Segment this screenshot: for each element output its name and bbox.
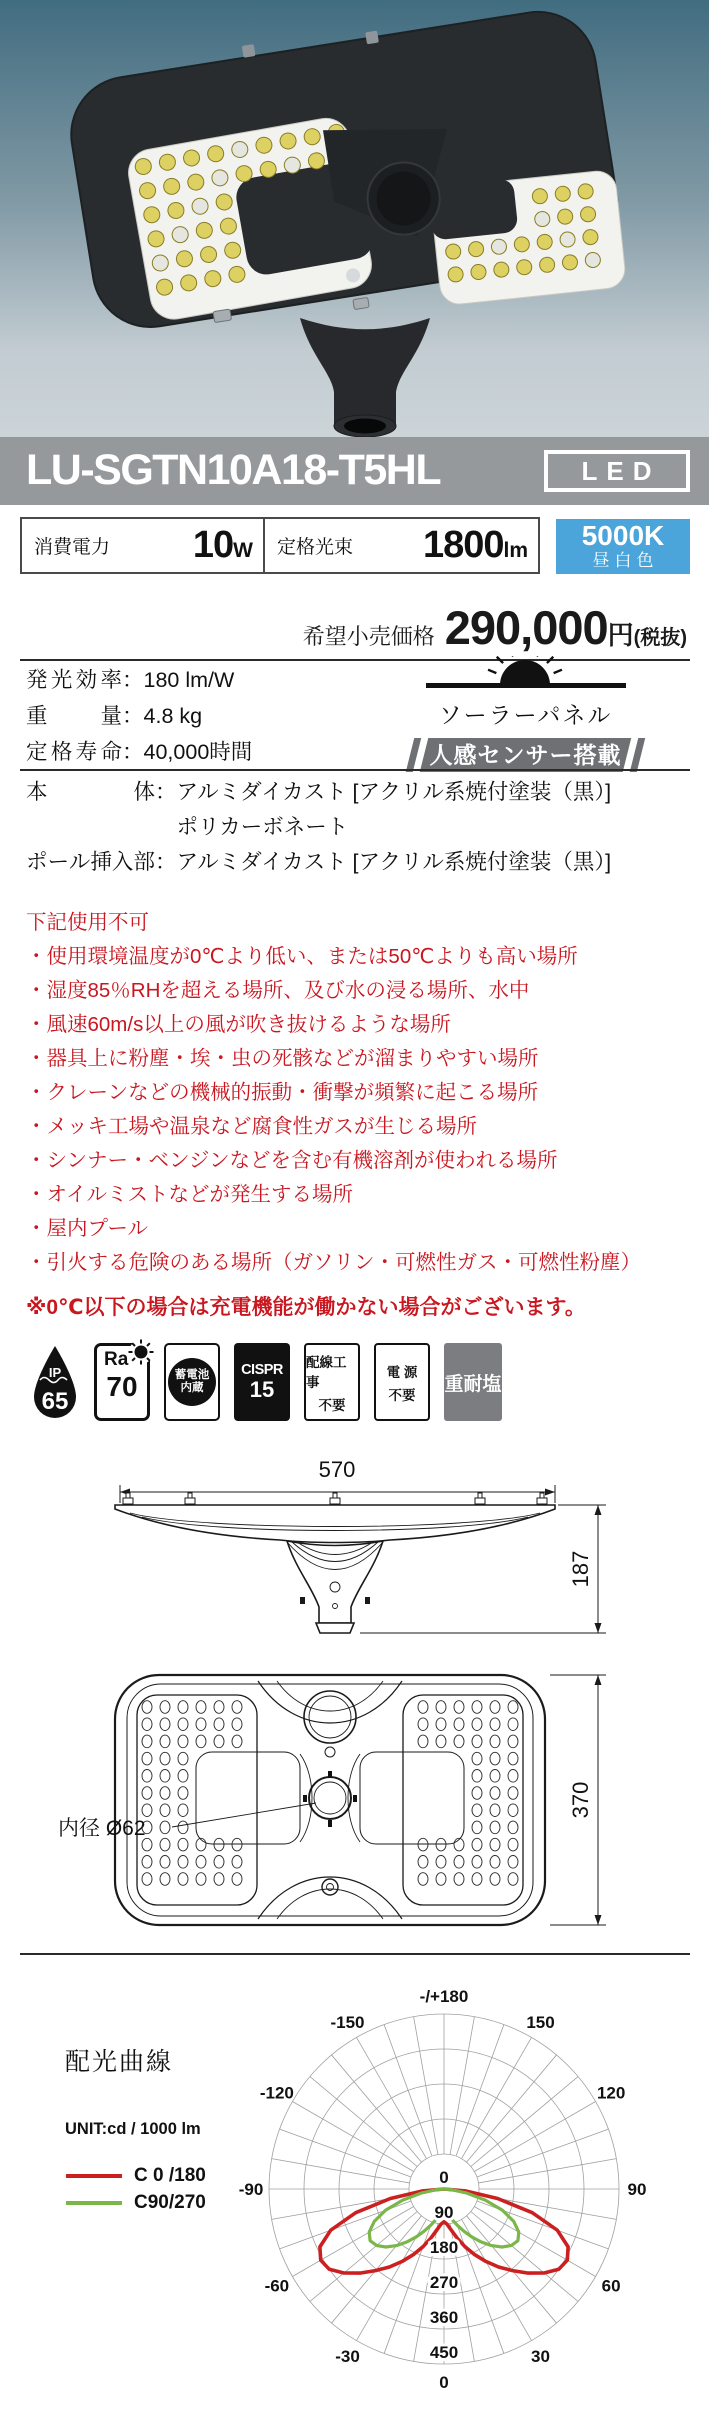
price-yen: 円	[607, 620, 634, 650]
warning-item: ・屋内プール	[26, 1217, 148, 1240]
dim-height: 187	[568, 1550, 593, 1588]
bolt	[242, 44, 256, 58]
detail-value: 180 lm/W	[143, 668, 235, 692]
detail-label: 重量	[26, 704, 122, 728]
detail-row: 発光効率：180 lm/W	[26, 662, 252, 698]
materials-list	[26, 775, 611, 880]
power-cell	[22, 519, 265, 572]
warning-item: ・使用環境温度が0℃より低い、または50℃よりも高い場所	[26, 945, 578, 968]
material-row: ポール挿入部：アルミダイカスト [アクリル系焼付塗装（黒）]	[26, 845, 611, 880]
battery-builtin-icon: 蓄電池 内蔵	[164, 1343, 220, 1421]
pir-sensor-label: 人感センサー搭載	[429, 742, 622, 768]
divider	[20, 769, 690, 771]
flux-unit: lm	[503, 539, 528, 562]
price-label: 希望小売価格	[302, 624, 435, 649]
angle-label: 30	[531, 2347, 550, 2367]
detail-row: 定格寿命：40,000時間	[26, 734, 252, 770]
warning-item: ・風速60m/s以上の風が吹き抜けるような場所	[26, 1013, 451, 1036]
certification-badges	[30, 1343, 502, 1423]
bolt	[365, 31, 379, 45]
price-row	[303, 600, 687, 655]
price-value: 290,000	[444, 601, 608, 654]
warning-item: ・引火する危険のある場所（ガソリン・可燃性ガス・可燃性粉塵）	[26, 1251, 641, 1274]
solar-panel-icon	[408, 656, 643, 690]
angle-label: 60	[601, 2276, 621, 2296]
charge-warning-note: ※0℃以下の場合は充電機能が働かない場合がございます。	[26, 1296, 586, 1319]
bolt	[353, 297, 369, 309]
radial-tick-label: 450	[429, 2343, 459, 2362]
material-value: アルミダイカスト [アクリル系焼付塗装（黒）]	[176, 850, 612, 874]
warning-item: ・湿度85％RHを超える場所、及び水の浸る場所、水中	[26, 979, 530, 1002]
detail-value: 4.8 kg	[143, 704, 203, 728]
material-value: アルミダイカスト [アクリル系焼付塗装（黒）]	[176, 780, 612, 804]
detail-row: 重量：4.8 kg	[26, 698, 252, 734]
detail-label: 発光効率	[26, 668, 122, 692]
plan-view-drawing	[0, 1655, 709, 1940]
warning-item: ・器具上に粉塵・埃・虫の死骸などが溜まりやすい場所	[26, 1047, 539, 1070]
photometry-unit: UNIT:cd / 1000 lm	[65, 2120, 201, 2138]
angle-label: -150	[330, 2012, 365, 2032]
ip65-icon	[30, 1343, 80, 1421]
product-photo	[0, 0, 709, 437]
svg-text:65: 65	[41, 1388, 69, 1415]
angle-label: 0	[439, 2373, 449, 2392]
color-temp-name: 昼白色	[592, 551, 659, 570]
warning-item: ・オイルミストなどが発生する場所	[26, 1183, 353, 1206]
warning-item: ・メッキ工場や温泉など腐食性ガスが生じる場所	[26, 1115, 477, 1138]
pir-sensor-badge	[408, 738, 643, 772]
flux-label: 定格光束	[277, 537, 354, 558]
power-label: 消費電力	[34, 537, 111, 558]
color-temp-kelvin: 5000K	[581, 520, 665, 551]
sun-icon	[127, 1338, 155, 1366]
flux-cell	[265, 519, 538, 572]
dim-inner-diameter: 内径 Ø62	[58, 1817, 146, 1840]
angle-label: 120	[596, 2083, 626, 2103]
material-row: 本体：アルミダイカスト [アクリル系焼付塗装（黒）]	[26, 775, 611, 810]
angle-label: -/+180	[419, 1987, 469, 2006]
model-number: LU-SGTN10A18-T5HL	[26, 446, 441, 494]
angle-label: -30	[335, 2347, 360, 2367]
detail-label: 定格寿命	[26, 740, 122, 764]
radial-tick-label: 180	[429, 2238, 459, 2257]
solar-panel-label: ソーラーパネル	[438, 702, 613, 728]
angle-label: 90	[627, 2180, 647, 2199]
material-label: 本体	[26, 780, 155, 804]
detail-value: 40,000時間	[143, 740, 253, 764]
led-badge: LED	[544, 450, 690, 492]
ra70-icon: Ra 70	[94, 1343, 150, 1421]
divider	[20, 1953, 690, 1955]
material-row	[26, 810, 611, 845]
salt-resistant-icon: 重耐塩	[444, 1343, 502, 1421]
color-temp-badge	[556, 519, 690, 574]
details-list	[26, 662, 252, 770]
spec-table	[20, 517, 540, 574]
legend-label: C 0 /180	[134, 2164, 206, 2186]
no-power-icon: 電 源 不要	[374, 1343, 430, 1421]
warnings-heading: 下記使用不可	[26, 911, 149, 934]
radial-tick-label: 360	[429, 2308, 459, 2327]
material-value: ポリカーボネート	[176, 815, 349, 839]
usage-warnings	[26, 906, 641, 1280]
side-view-drawing	[0, 1435, 709, 1647]
angle-label: 150	[526, 2012, 555, 2032]
warning-item: ・シンナー・ベンジンなどを含む有機溶剤が使われる場所	[26, 1149, 558, 1172]
no-wiring-icon: 配線工事 不要	[304, 1343, 360, 1421]
pole-bore	[344, 419, 386, 434]
led-panel-right	[427, 167, 627, 306]
title-bar	[0, 437, 709, 505]
price-tax-note: (税抜)	[633, 627, 687, 649]
solar-block	[408, 656, 643, 772]
angle-label: -60	[264, 2276, 290, 2296]
radial-tick-label: 0	[439, 2168, 449, 2187]
dim-width: 570	[318, 1457, 356, 1482]
angle-label: -90	[238, 2180, 264, 2199]
legend-label: C90/270	[134, 2191, 206, 2213]
dim-depth: 370	[568, 1781, 593, 1819]
power-unit: W	[233, 539, 253, 562]
svg-text:IP: IP	[48, 1365, 62, 1380]
material-label: ポール挿入部	[26, 850, 155, 874]
bolt	[213, 309, 232, 323]
angle-label: -120	[259, 2083, 294, 2103]
flux-value: 1800	[422, 524, 504, 566]
radial-tick-label: 270	[429, 2273, 459, 2292]
light-distribution-chart	[0, 1960, 709, 2409]
power-value: 10	[192, 524, 234, 566]
radial-tick-label: 90	[434, 2203, 454, 2222]
warning-item: ・クレーンなどの機械的振動・衝撃が頻繁に起こる場所	[26, 1081, 539, 1104]
cispr15-icon: CISPR 15	[234, 1343, 290, 1421]
photometry-title: 配光曲線	[65, 2048, 174, 2076]
